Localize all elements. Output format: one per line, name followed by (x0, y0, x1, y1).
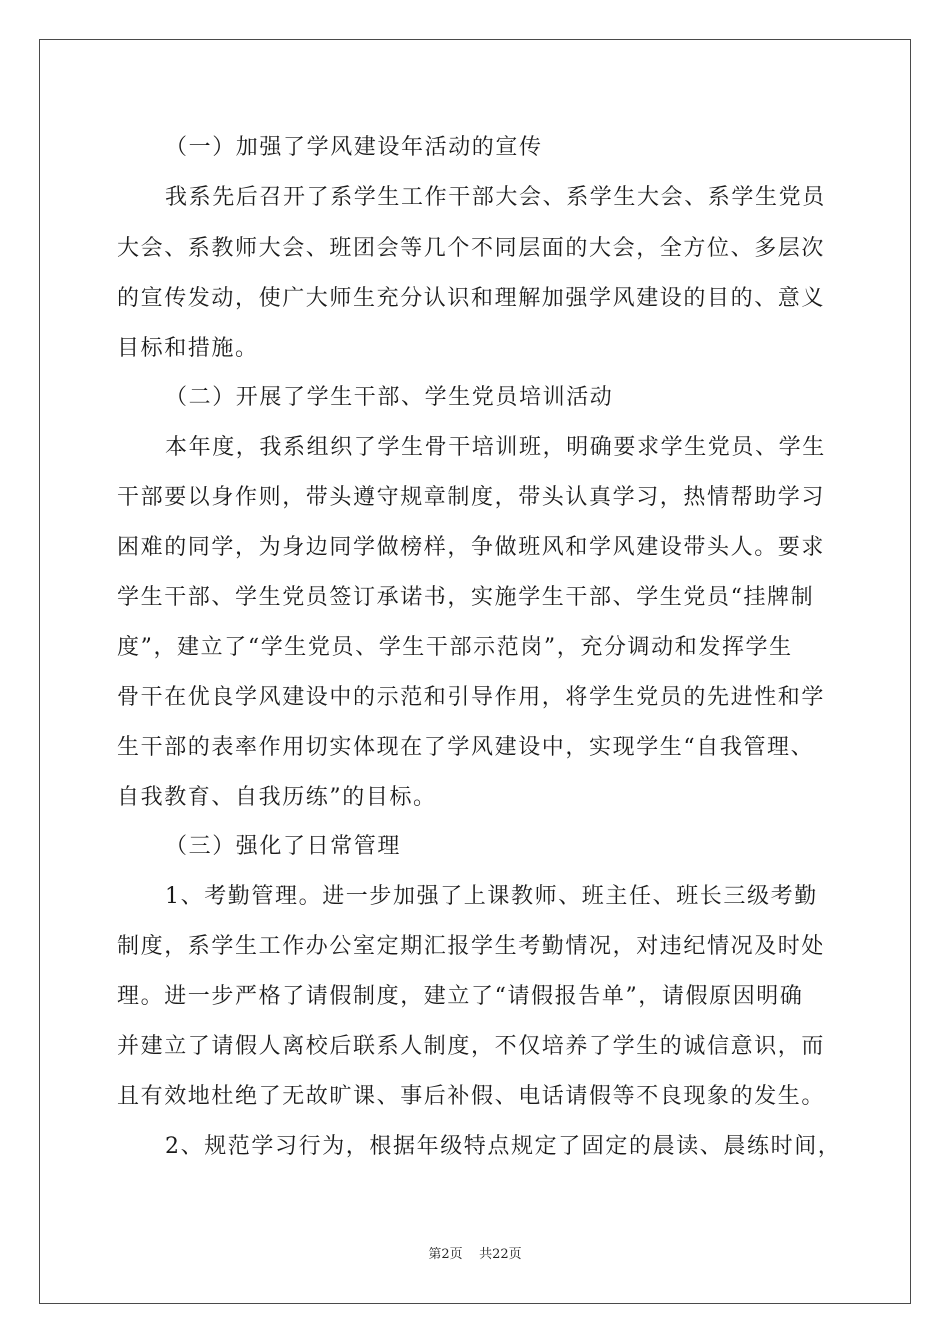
section-heading-3: （三）强化了日常管理 (165, 834, 402, 859)
paragraph-line: 2、规范学习行为，根据年级特点规定了固定的晨读、晨练时间， (165, 1134, 842, 1159)
paragraph-line: 的宣传发动，使广大师生充分认识和理解加强学风建设的目的、意义 (117, 286, 826, 311)
paragraph-line: 生干部的表率作用切实体现在了学风建设中，实现学生“自我管理、 (117, 735, 815, 760)
paragraph-line: 制度，系学生工作办公室定期汇报学生考勤情况，对违纪情况及时处 (117, 934, 826, 959)
page-border (39, 39, 911, 1304)
paragraph-line: 且有效地杜绝了无故旷课、事后补假、电话请假等不良现象的发生。 (117, 1084, 826, 1109)
paragraph-line: 度”，建立了“学生党员、学生干部示范岗”，充分调动和发挥学生 (117, 635, 793, 660)
paragraph-line: 学生干部、学生党员签订承诺书，实施学生干部、学生党员“挂牌制 (117, 585, 815, 610)
paragraph-line: 我系先后召开了系学生工作干部大会、系学生大会、系学生党员 (165, 185, 826, 210)
section-heading-2: （二）开展了学生干部、学生党员培训活动 (165, 385, 614, 410)
paragraph-line: 目标和措施。 (117, 336, 259, 361)
paragraph-line: 本年度，我系组织了学生骨干培训班，明确要求学生党员、学生 (165, 435, 826, 460)
paragraph-line: 大会、系教师大会、班团会等几个不同层面的大会，全方位、多层次 (117, 236, 826, 261)
section-heading-1: （一）加强了学风建设年活动的宣传 (165, 135, 543, 160)
paragraph-line: 理。进一步严格了请假制度，建立了“请假报告单”，请假原因明确 (117, 984, 804, 1009)
paragraph-line: 干部要以身作则，带头遵守规章制度，带头认真学习，热情帮助学习 (117, 485, 826, 510)
paragraph-line: 自我教育、自我历练”的目标。 (117, 785, 437, 810)
paragraph-line: 并建立了请假人离校后联系人制度，不仅培养了学生的诚信意识，而 (117, 1034, 826, 1059)
paragraph-line: 1、考勤管理。进一步加强了上课教师、班主任、班长三级考勤 (165, 884, 818, 909)
paragraph-line: 困难的同学，为身边同学做榜样，争做班风和学风建设带头人。要求 (117, 535, 826, 560)
paragraph-line: 骨干在优良学风建设中的示范和引导作用，将学生党员的先进性和学 (117, 685, 826, 710)
page-number-footer: 第2页 共22页 (428, 1247, 522, 1262)
